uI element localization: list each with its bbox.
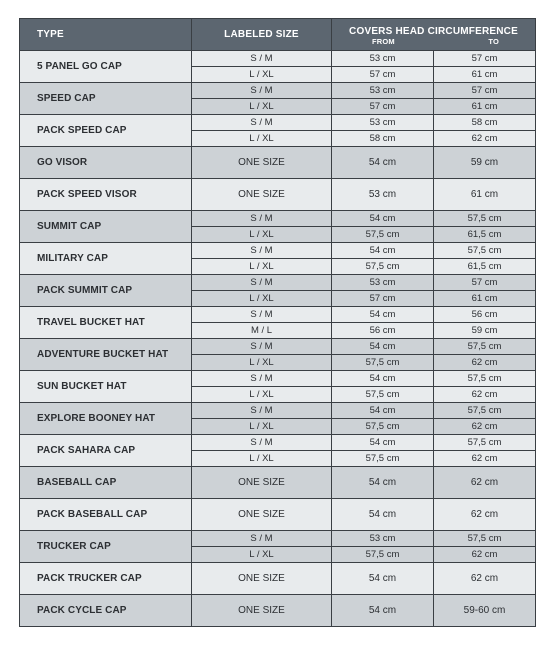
product-type-cell: MILITARY CAP [20,243,192,275]
product-type-cell: 5 PANEL GO CAP [20,51,192,83]
table-row [20,339,536,355]
to-cell: 62 cm [434,355,536,371]
to-cell: 61 cm [434,67,536,83]
labeled-size-cell: ONE SIZE [192,147,332,179]
table-row [20,531,536,547]
from-cell: 54 cm [332,147,434,179]
table-row [20,499,536,531]
labeled-size-cell: L / XL [192,67,332,83]
table-row [20,51,536,67]
from-cell: 54 cm [332,371,434,387]
from-cell: 53 cm [332,83,434,99]
labeled-size-cell: ONE SIZE [192,499,332,531]
labeled-size-cell: L / XL [192,419,332,435]
labeled-size-cell: S / M [192,51,332,67]
to-cell: 59 cm [434,323,536,339]
labeled-size-cell: L / XL [192,451,332,467]
labeled-size-cell: ONE SIZE [192,179,332,211]
labeled-size-cell: S / M [192,115,332,131]
table-row [20,403,536,419]
from-cell: 57,5 cm [332,547,434,563]
labeled-size-cell: S / M [192,403,332,419]
product-type-cell: PACK SUMMIT CAP [20,275,192,307]
table-body [20,51,536,627]
labeled-size-cell: S / M [192,307,332,323]
from-cell: 53 cm [332,531,434,547]
labeled-size-cell: L / XL [192,99,332,115]
from-cell: 56 cm [332,323,434,339]
to-cell: 57 cm [434,51,536,67]
table-row [20,115,536,131]
labeled-size-cell: L / XL [192,291,332,307]
product-type-cell: EXPLORE BOONEY HAT [20,403,192,435]
labeled-size-cell: S / M [192,339,332,355]
to-cell: 61 cm [434,179,536,211]
labeled-size-cell: L / XL [192,387,332,403]
table-row [20,563,536,595]
table-row [20,275,536,291]
header-from: FROM [372,36,395,46]
from-cell: 54 cm [332,595,434,627]
labeled-size-cell: ONE SIZE [192,595,332,627]
header-from-to [332,37,535,47]
from-cell: 53 cm [332,275,434,291]
to-cell: 57,5 cm [434,435,536,451]
to-cell: 62 cm [434,419,536,435]
table-row [20,595,536,627]
header-covers-head-circumference [332,19,536,51]
labeled-size-cell: L / XL [192,355,332,371]
table-row [20,147,536,179]
table-row [20,243,536,259]
product-type-cell: PACK SAHARA CAP [20,435,192,467]
labeled-size-cell: M / L [192,323,332,339]
to-cell: 61,5 cm [434,259,536,275]
table-row [20,435,536,451]
labeled-size-cell: L / XL [192,131,332,147]
to-cell: 61 cm [434,291,536,307]
labeled-size-cell: L / XL [192,259,332,275]
to-cell: 57 cm [434,83,536,99]
to-cell: 61,5 cm [434,227,536,243]
from-cell: 57,5 cm [332,419,434,435]
to-cell: 57,5 cm [434,371,536,387]
from-cell: 58 cm [332,131,434,147]
from-cell: 53 cm [332,51,434,67]
product-type-cell: TRAVEL BUCKET HAT [20,307,192,339]
header-type: TYPE [20,19,192,51]
product-type-cell: PACK BASEBALL CAP [20,499,192,531]
to-cell: 62 cm [434,451,536,467]
product-type-cell: SUN BUCKET HAT [20,371,192,403]
from-cell: 54 cm [332,499,434,531]
labeled-size-cell: S / M [192,211,332,227]
product-type-cell: PACK SPEED VISOR [20,179,192,211]
from-cell: 54 cm [332,339,434,355]
to-cell: 59-60 cm [434,595,536,627]
to-cell: 58 cm [434,115,536,131]
from-cell: 54 cm [332,467,434,499]
to-cell: 57,5 cm [434,243,536,259]
to-cell: 57,5 cm [434,531,536,547]
from-cell: 57 cm [332,291,434,307]
to-cell: 57,5 cm [434,403,536,419]
labeled-size-cell: ONE SIZE [192,563,332,595]
header-row [20,19,536,51]
from-cell: 53 cm [332,179,434,211]
table-row [20,211,536,227]
header-covers-title: COVERS HEAD CIRCUMFERENCE [349,25,518,37]
to-cell: 57 cm [434,275,536,291]
from-cell: 57 cm [332,67,434,83]
labeled-size-cell: L / XL [192,227,332,243]
product-type-cell: GO VISOR [20,147,192,179]
header-to: TO [488,36,499,46]
labeled-size-cell: S / M [192,275,332,291]
header-labeled-size: LABELED SIZE [192,19,332,51]
to-cell: 62 cm [434,387,536,403]
to-cell: 62 cm [434,467,536,499]
labeled-size-cell: L / XL [192,547,332,563]
to-cell: 62 cm [434,131,536,147]
from-cell: 54 cm [332,211,434,227]
to-cell: 59 cm [434,147,536,179]
table-row [20,179,536,211]
from-cell: 54 cm [332,403,434,419]
from-cell: 57,5 cm [332,259,434,275]
to-cell: 57,5 cm [434,339,536,355]
from-cell: 54 cm [332,307,434,323]
to-cell: 61 cm [434,99,536,115]
product-type-cell: SUMMIT CAP [20,211,192,243]
from-cell: 53 cm [332,115,434,131]
from-cell: 54 cm [332,435,434,451]
product-type-cell: ADVENTURE BUCKET HAT [20,339,192,371]
from-cell: 54 cm [332,563,434,595]
labeled-size-cell: ONE SIZE [192,467,332,499]
labeled-size-cell: S / M [192,243,332,259]
to-cell: 62 cm [434,547,536,563]
product-type-cell: PACK TRUCKER CAP [20,563,192,595]
from-cell: 57 cm [332,99,434,115]
labeled-size-cell: S / M [192,83,332,99]
to-cell: 62 cm [434,499,536,531]
to-cell: 56 cm [434,307,536,323]
to-cell: 57,5 cm [434,211,536,227]
from-cell: 57,5 cm [332,451,434,467]
to-cell: 62 cm [434,563,536,595]
product-type-cell: TRUCKER CAP [20,531,192,563]
from-cell: 57,5 cm [332,355,434,371]
product-type-cell: BASEBALL CAP [20,467,192,499]
labeled-size-cell: S / M [192,531,332,547]
labeled-size-cell: S / M [192,435,332,451]
table-row [20,467,536,499]
labeled-size-cell: S / M [192,371,332,387]
product-type-cell: PACK SPEED CAP [20,115,192,147]
table-row [20,307,536,323]
product-type-cell: SPEED CAP [20,83,192,115]
table-row [20,371,536,387]
from-cell: 57,5 cm [332,387,434,403]
from-cell: 57,5 cm [332,227,434,243]
from-cell: 54 cm [332,243,434,259]
table-row [20,83,536,99]
size-chart-table [19,18,536,627]
product-type-cell: PACK CYCLE CAP [20,595,192,627]
